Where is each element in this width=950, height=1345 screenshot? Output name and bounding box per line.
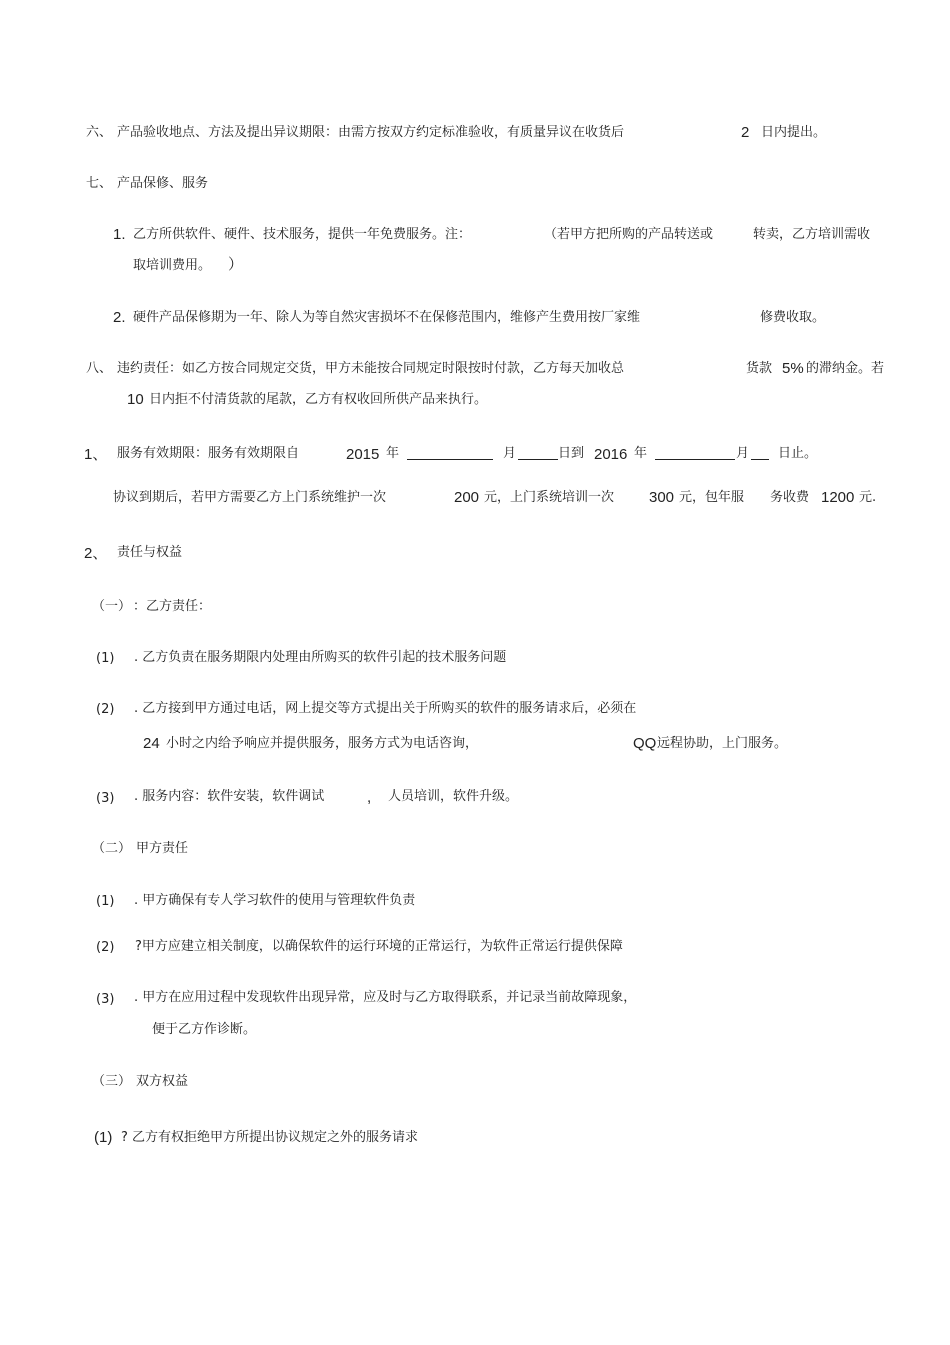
part3-title: 双方权益 <box>136 1074 189 1089</box>
part1-title: ：乙方责任： <box>133 599 212 614</box>
part2-item3-number: (3) <box>96 992 115 1007</box>
fees-text-d: 务收费 <box>770 490 810 505</box>
service-period-text: 服务有效期限：服务有效期限自 <box>117 446 300 461</box>
part1-item1-text: . 乙方负责在服务期限内处理由所购买的软件引起的技术服务问题 <box>134 650 507 665</box>
sec7-item1-number: 1. <box>113 226 126 243</box>
section-8-number: 八、 <box>86 361 113 376</box>
sec7-item2-number: 2. <box>113 309 126 326</box>
part2-head: （二） <box>92 841 132 856</box>
part2-title: 甲方责任 <box>136 841 189 856</box>
part1-item2-text-c: 远程协助，上门服务。 <box>657 736 788 751</box>
part2-item1-text: . 甲方确保有专人学习软件的使用与管理软件负责 <box>134 893 416 908</box>
service-start-year-unit: 年 <box>386 446 400 461</box>
part1-item3-text-b: 人员培训，软件升级。 <box>388 789 519 804</box>
service-end-month-unit: 月 <box>736 446 750 461</box>
section-8-line2: 日内拒不付清货款的尾款，乙方有权收回所供产品来执行。 <box>149 392 488 407</box>
section-8-mid: 货款 <box>746 361 773 376</box>
part2-item1-number: (1) <box>96 894 115 909</box>
service-start-day-blank[interactable] <box>518 447 558 463</box>
part3-item1-text: ? 乙方有权拒绝甲方所提出协议规定之外的服务请求 <box>121 1130 419 1145</box>
part1-item1-number: (1) <box>96 651 115 666</box>
responsibility-title: 责任与权益 <box>117 545 183 560</box>
section-7-number: 七、 <box>86 176 113 191</box>
fees-text-b: 元，上门系统培训一次 <box>484 490 615 505</box>
part1-item2-hours: 24 <box>143 735 160 752</box>
section-8-tail: 的滞纳金。若 <box>806 361 885 376</box>
fee-maintenance: 200 <box>454 489 480 506</box>
part1-head: （一） <box>92 599 132 614</box>
section-7-title: 产品保修、服务 <box>117 176 209 191</box>
fee-training: 300 <box>649 489 675 506</box>
part1-item2-text-b: 小时之内给予响应并提供服务，服务方式为电话咨询， <box>166 736 479 751</box>
section-8-days: 10 <box>127 391 144 408</box>
part1-item3-comma: , <box>367 789 372 806</box>
service-start-month-blank[interactable] <box>407 447 493 463</box>
sec7-item1-note-b: 转卖，乙方培训需收 <box>753 227 871 242</box>
service-end-day-blank[interactable] <box>751 447 769 463</box>
part2-item2-text: ?甲方应建立相关制度，以确保软件的运行环境的正常运行，为软件正常运行提供保障 <box>135 939 623 954</box>
service-period-number: 1、 <box>84 446 108 463</box>
part3-head: （三） <box>92 1074 132 1089</box>
part2-item3-text-b: 便于乙方作诊断。 <box>152 1022 257 1037</box>
sec7-item1-close-paren: ） <box>228 256 244 273</box>
part1-item2-qq: QQ <box>633 735 657 752</box>
section-6-text: 产品验收地点、方法及提出异议期限：由需方按双方约定标准验收，有质量异议在收货后 <box>117 125 625 140</box>
fees-text-a: 协议到期后，若甲方需要乙方上门系统维护一次 <box>113 490 387 505</box>
section-8-text: 违约责任：如乙方按合同规定交货，甲方未能按合同规定时限按时付款，乙方每天加收总 <box>117 361 625 376</box>
part1-item2-text: . 乙方接到甲方通过电话，网上提交等方式提出关于所购买的软件的服务请求后，必须在 <box>134 701 637 716</box>
sec7-item2-tail: 修费收取。 <box>760 310 826 325</box>
part2-item3-text: . 甲方在应用过程中发现软件出现异常，应及时与乙方取得联系，并记录当前故障现象， <box>134 990 637 1005</box>
part1-item2-number: (2) <box>96 702 115 717</box>
part1-item3-number: (3) <box>96 791 115 806</box>
fees-text-c: 元，包年服 <box>679 490 745 505</box>
section-6-tail: 日内提出。 <box>761 125 827 140</box>
service-end-year: 2016 <box>594 446 628 463</box>
service-start-day-unit: 日到 <box>558 446 585 461</box>
service-end-day-unit: 日止。 <box>778 446 818 461</box>
responsibility-number: 2、 <box>84 545 108 562</box>
sec7-item2-text: 硬件产品保修期为一年、除人为等自然灾害损坏不在保修范围内，维修产生费用按厂家维 <box>133 310 641 325</box>
sec7-item1-note-c: 取培训费用。 <box>133 258 212 273</box>
fee-annual: 1200 <box>821 489 855 506</box>
sec7-item1-text: 乙方所供软件、硬件、技术服务，提供一年免费服务。注： <box>133 227 472 242</box>
part1-item3-text: . 服务内容：软件安装，软件调试 <box>134 789 325 804</box>
part2-item2-number: (2) <box>96 940 115 955</box>
service-start-year: 2015 <box>346 446 380 463</box>
section-6-days: 2 <box>741 124 750 141</box>
section-8-percent: 5% <box>782 360 804 377</box>
sec7-item1-note-a: （若甲方把所购的产品转送或 <box>544 227 714 242</box>
section-6-number: 六、 <box>86 125 113 140</box>
fees-text-e: 元. <box>859 490 877 505</box>
part3-item1-number: (1) <box>94 1129 113 1146</box>
service-end-year-unit: 年 <box>634 446 648 461</box>
service-end-month-blank[interactable] <box>655 447 735 463</box>
service-start-month-unit: 月 <box>503 446 517 461</box>
